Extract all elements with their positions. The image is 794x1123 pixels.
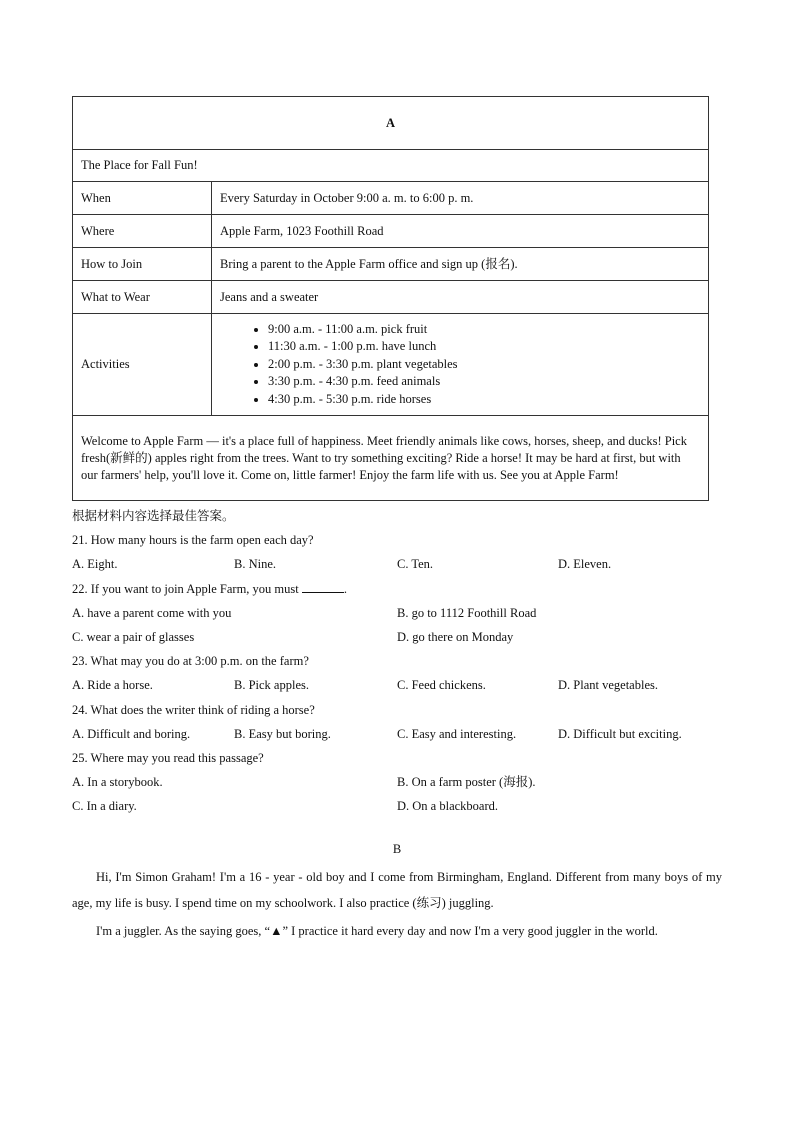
activities-cell bbox=[212, 314, 709, 416]
answer-blank bbox=[302, 581, 344, 593]
options-24 bbox=[72, 722, 722, 746]
option-c[interactable]: C. Ten. bbox=[397, 557, 434, 572]
options-22-row1 bbox=[72, 601, 722, 625]
option-c[interactable]: C. Easy and interesting. bbox=[397, 726, 517, 741]
option-a[interactable]: A. In a storybook. bbox=[72, 775, 163, 790]
list-item: • 4:30 p.m. - 5:30 p.m. ride horses bbox=[268, 391, 700, 408]
questions-block bbox=[72, 504, 722, 818]
question-21: 21. How many hours is the farm open each day? bbox=[72, 533, 314, 548]
option-d[interactable]: D. Eleven. bbox=[558, 557, 612, 572]
table-subtitle: The Place for Fall Fun! bbox=[73, 150, 709, 182]
table-row bbox=[73, 314, 709, 416]
option-d[interactable]: D. Difficult but exciting. bbox=[558, 726, 682, 741]
table-row bbox=[73, 182, 709, 215]
row-label-when: When bbox=[73, 182, 212, 215]
question-25: 25. Where may you read this passage? bbox=[72, 750, 264, 765]
option-c[interactable]: C. Feed chickens. bbox=[397, 678, 486, 693]
row-value-where: Apple Farm, 1023 Foothill Road bbox=[212, 215, 709, 248]
question-24: 24. What does the writer think of riding a horse? bbox=[72, 702, 315, 717]
row-value-how-to-join: Bring a parent to the Apple Farm office and sign up (报名). bbox=[212, 248, 709, 281]
welcome-text: Welcome to Apple Farm — it's a place full of happiness. Meet friendly animals like cows, horses, sheep, and ducks! Pick fresh(新鲜的) apples right from the trees. Want to try something exciting? Ride a horse! It may be hard at first, but with our farmers' help, you'll love it. Come on, little farmer! Enjoy the farm life with us. See you at Apple Farm! bbox=[73, 416, 709, 501]
list-item: • 9:00 a.m. - 11:00 a.m. pick fruit bbox=[268, 321, 700, 338]
option-a[interactable]: A. Difficult and boring. bbox=[72, 726, 191, 741]
table-row bbox=[73, 248, 709, 281]
row-value-what-to-wear: Jeans and a sweater bbox=[212, 281, 709, 314]
table-row bbox=[73, 281, 709, 314]
options-25-row1 bbox=[72, 770, 722, 794]
options-23 bbox=[72, 673, 722, 697]
row-label-activities: Activities bbox=[73, 314, 212, 416]
option-b[interactable]: B. Nine. bbox=[234, 557, 277, 572]
row-label-how-to-join: How to Join bbox=[73, 248, 212, 281]
question-22-text: 22. If you want to join Apple Farm, you must bbox=[72, 581, 299, 596]
instruction: 根据材料内容选择最佳答案。 bbox=[72, 509, 235, 523]
option-a[interactable]: A. Ride a horse. bbox=[72, 678, 153, 693]
option-b[interactable]: B. On a farm poster (海报). bbox=[397, 775, 536, 790]
row-label-what-to-wear: What to Wear bbox=[73, 281, 212, 314]
option-d[interactable]: D. On a blackboard. bbox=[397, 799, 499, 814]
section-b bbox=[72, 838, 722, 944]
option-c[interactable]: C. In a diary. bbox=[72, 799, 137, 814]
activities-list bbox=[220, 321, 700, 408]
list-item: • 3:30 p.m. - 4:30 p.m. feed animals bbox=[268, 373, 700, 390]
option-b[interactable]: B. go to 1112 Foothill Road bbox=[397, 605, 537, 620]
farm-info-table bbox=[72, 96, 709, 501]
paragraph: I'm a juggler. As the saying goes, “▲” I practice it hard every day and now I'm a very good juggler in the world. bbox=[96, 924, 658, 938]
list-item: • 2:00 p.m. - 3:30 p.m. plant vegetables bbox=[268, 356, 700, 373]
section-a-title: A bbox=[73, 97, 709, 150]
paragraph: Hi, I'm Simon Graham! I'm a 16 - year - old boy and I come from Birmingham, England. Different from many boys of my age, my life is busy. I spend time on my schoolwork. I also practice (练习) juggling. bbox=[72, 870, 722, 910]
option-d[interactable]: D. go there on Monday bbox=[397, 629, 514, 644]
row-value-when: Every Saturday in October 9:00 a. m. to 6:00 p. m. bbox=[212, 182, 709, 215]
question-23: 23. What may you do at 3:00 p.m. on the farm? bbox=[72, 654, 309, 669]
option-d[interactable]: D. Plant vegetables. bbox=[558, 678, 658, 693]
options-22-row2 bbox=[72, 625, 722, 649]
option-a[interactable]: A. Eight. bbox=[72, 557, 118, 572]
option-a[interactable]: A. have a parent come with you bbox=[72, 605, 232, 620]
section-b-title: B bbox=[392, 842, 402, 856]
table-row bbox=[73, 215, 709, 248]
options-21 bbox=[72, 552, 722, 576]
row-label-where: Where bbox=[73, 215, 212, 248]
option-c[interactable]: C. wear a pair of glasses bbox=[72, 629, 195, 644]
question-22 bbox=[72, 577, 722, 601]
option-b[interactable]: B. Easy but boring. bbox=[234, 726, 331, 741]
options-25-row2 bbox=[72, 794, 722, 818]
question-22-end: . bbox=[343, 581, 347, 596]
option-b[interactable]: B. Pick apples. bbox=[234, 678, 309, 693]
list-item: • 11:30 a.m. - 1:00 p.m. have lunch bbox=[268, 338, 700, 355]
